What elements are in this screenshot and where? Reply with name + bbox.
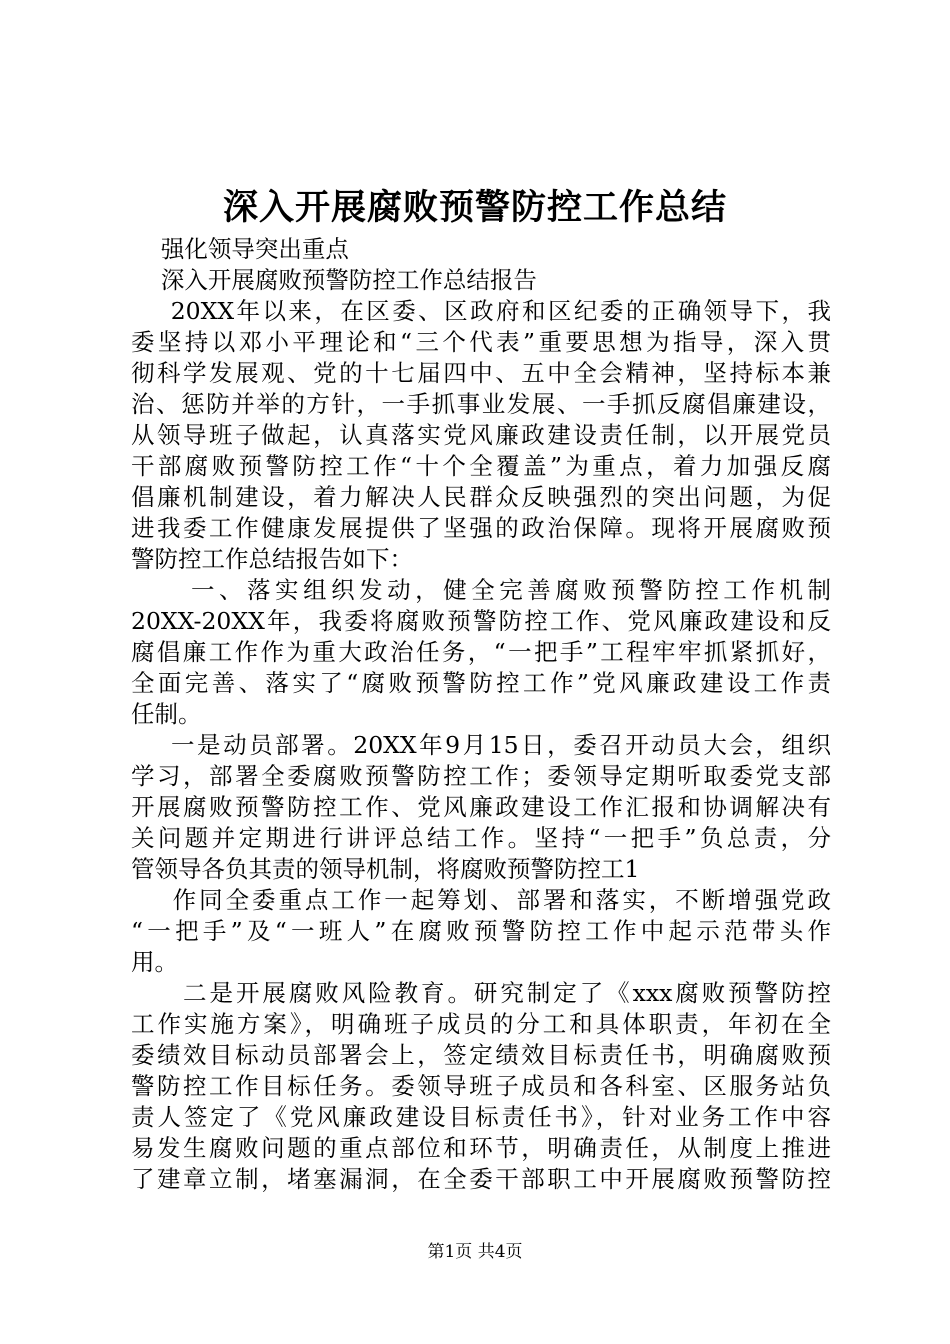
paragraph-line: 一是动员部署。20XX年9月15日，委召开动员大会，组织 [131,731,831,759]
paragraph-line: 任制。 [131,700,202,728]
paragraph-line: 开展腐败预警防控工作、党风廉政建设工作汇报和协调解决有 [131,793,831,821]
document-body [131,234,831,1195]
page-footer: 第1页 共4页 [427,1242,523,1262]
paragraph-line: 用。 [131,948,178,976]
paragraph-line: 从领导班子做起，认真落实党风廉政建设责任制，以开展党员 [131,421,831,449]
paragraph-line: 治、惩防并举的方针，一手抓事业发展、一手抓反腐倡廉建设， [131,390,831,418]
paragraph-line: 作同全委重点工作一起筹划、部署和落实，不断增强党政 [131,886,831,914]
paragraph-line: 20XX年以来，在区委、区政府和区纪委的正确领导下，我 [131,297,831,325]
paragraph-line: 全面完善、落实了“腐败预警防控工作”党风廉政建设工作责 [131,669,831,697]
document-title: 深入开展腐败预警防控工作总结 [222,188,727,228]
paragraph-line: 关问题并定期进行讲评总结工作。坚持“一把手”负总责，分 [131,824,831,852]
paragraph-line: 二是开展腐败风险教育。研究制定了《xxx腐败预警防控 [131,979,831,1007]
paragraph-line: 了建章立制，堵塞漏洞，在全委干部职工中开展腐败预警防控 [131,1165,831,1193]
paragraph-line: 干部腐败预警防控工作“十个全覆盖”为重点，着力加强反腐 [131,452,831,480]
paragraph-line: 管领导各负其责的领导机制，将腐败预警防控工1 [131,855,640,883]
paragraph-line: 20XX-20XX年，我委将腐败预警防控工作、党风廉政建设和反 [131,607,831,635]
paragraph-line: 工作实施方案》，明确班子成员的分工和具体职责，年初在全 [131,1010,831,1038]
paragraph-line: 易发生腐败问题的重点部位和环节，明确责任，从制度上推进 [131,1134,831,1162]
paragraph-line: 学习，部署全委腐败预警防控工作；委领导定期听取委党支部 [131,762,831,790]
paragraph-line: 深入开展腐败预警防控工作总结报告 [131,266,537,294]
paragraph-line: 腐倡廉工作作为重大政治任务，“一把手”工程牢牢抓紧抓好， [131,638,831,666]
paragraph-line: 强化领导突出重点 [131,235,349,263]
paragraph-line: 一、落实组织发动，健全完善腐败预警防控工作机制 [131,576,831,604]
paragraph-line: 彻科学发展观、党的十七届四中、五中全会精神，坚持标本兼 [131,359,831,387]
paragraph-line: 委绩效目标动员部署会上，签定绩效目标责任书，明确腐败预 [131,1041,831,1069]
paragraph-line: 责人签定了《党风廉政建设目标责任书》，针对业务工作中容 [131,1103,831,1131]
paragraph-line: “一把手”及“一班人”在腐败预警防控工作中起示范带头作 [131,917,831,945]
paragraph-line: 警防控工作总结报告如下： [131,545,413,573]
paragraph-line: 倡廉机制建设，着力解决人民群众反映强烈的突出问题，为促 [131,483,831,511]
paragraph-line: 警防控工作目标任务。委领导班子成员和各科室、区服务站负 [131,1072,831,1100]
paragraph-line: 委坚持以邓小平理论和“三个代表”重要思想为指导，深入贯 [131,328,831,356]
paragraph-line: 进我委工作健康发展提供了坚强的政治保障。现将开展腐败预 [131,514,831,542]
